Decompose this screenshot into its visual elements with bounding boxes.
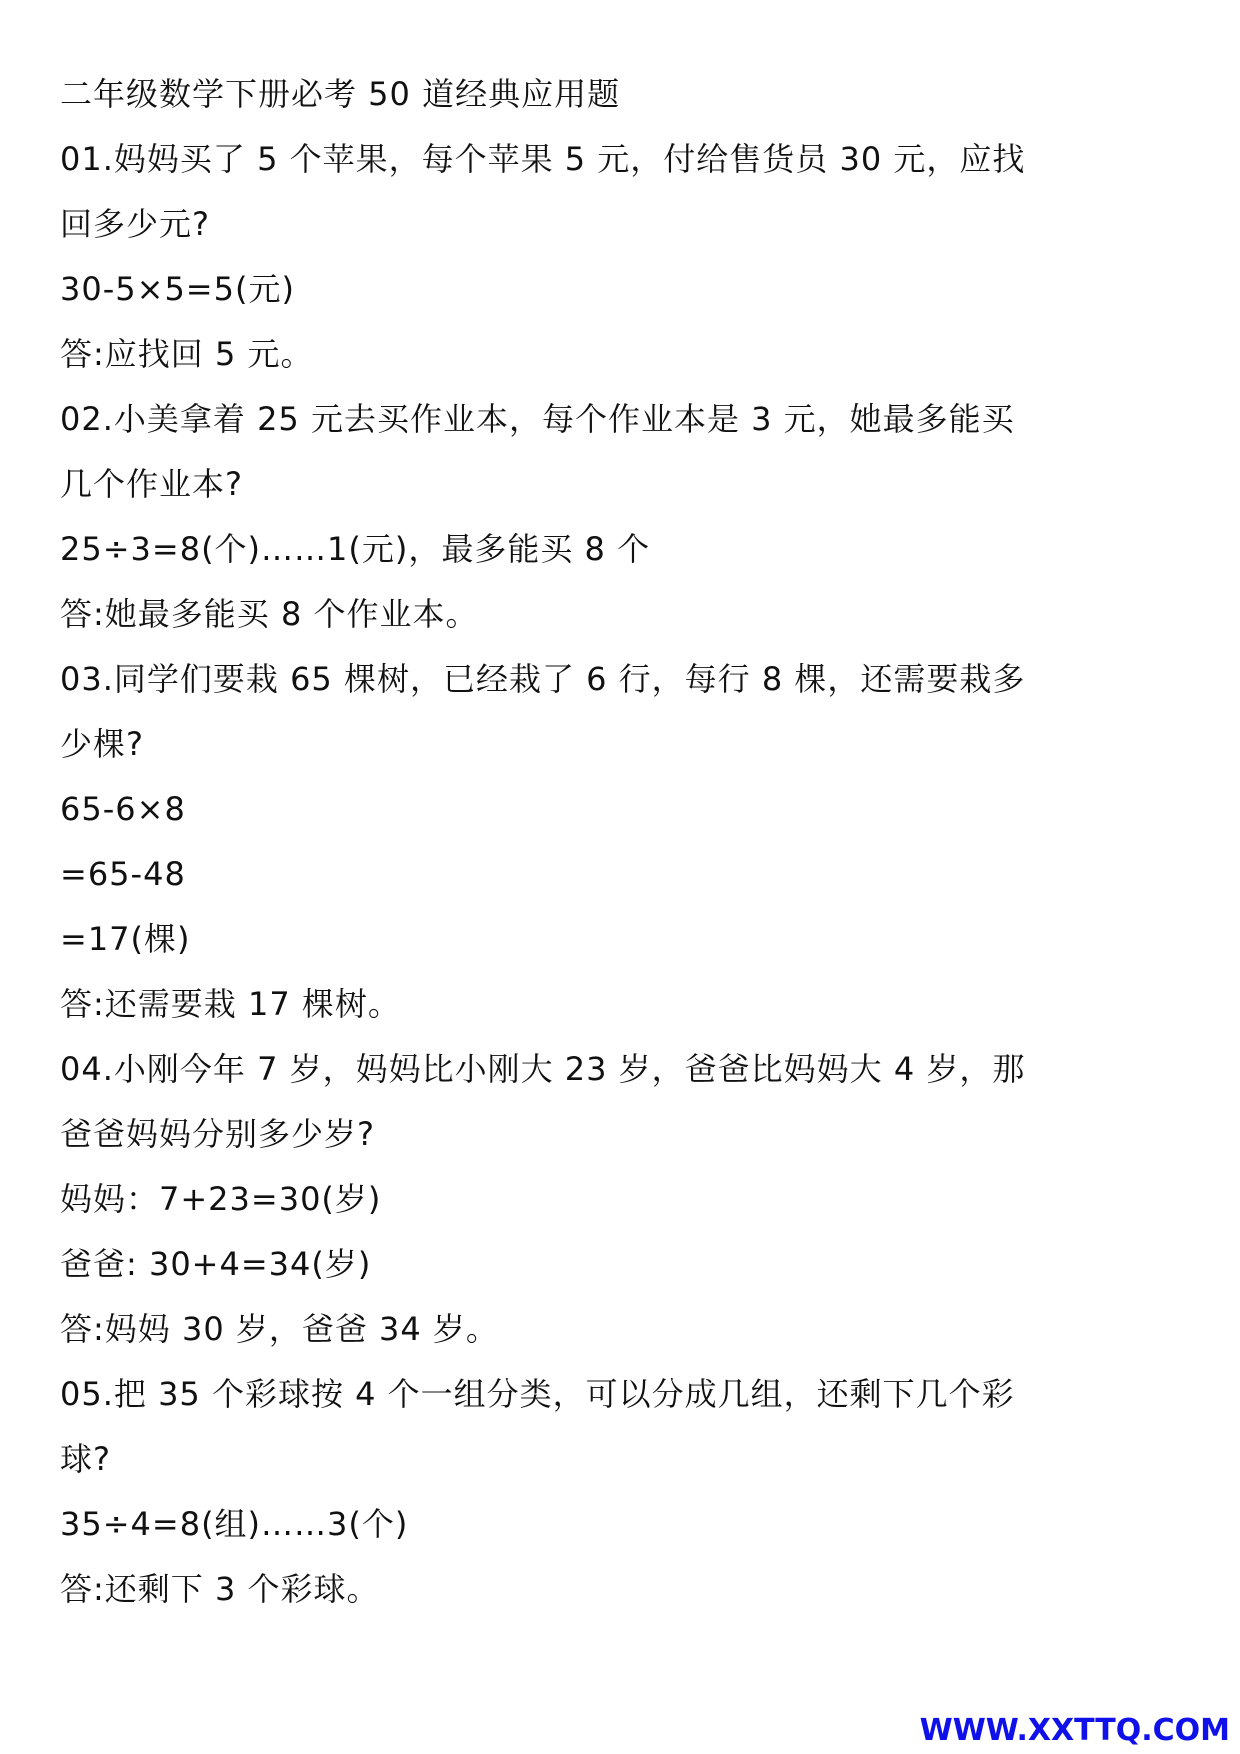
- problem-05: [60, 1362, 1060, 1622]
- answer-line: 答:应找回 5 元。: [60, 335, 314, 373]
- question-line: 02.小美拿着 25 元去买作业本，每个作业本是 3 元，她最多能买: [60, 400, 1015, 438]
- question-line: 03.同学们要栽 65 棵树，已经栽了 6 行，每行 8 棵，还需要栽多: [60, 660, 1026, 698]
- solution-line: =65-48: [60, 855, 186, 893]
- answer-line: 答:妈妈 30 岁，爸爸 34 岁。: [60, 1310, 499, 1348]
- solution-line: 65-6×8: [60, 790, 186, 828]
- question-line: 爸爸妈妈分别多少岁?: [60, 1115, 375, 1153]
- question-line: 04.小刚今年 7 岁，妈妈比小刚大 23 岁，爸爸比妈妈大 4 岁，那: [60, 1050, 1026, 1088]
- problem-04: [60, 1037, 1060, 1362]
- question-line: 01.妈妈买了 5 个苹果，每个苹果 5 元，付给售货员 30 元，应找: [60, 140, 1026, 178]
- problem-03: [60, 647, 1060, 1037]
- answer-line: 答:还需要栽 17 棵树。: [60, 985, 401, 1023]
- solution-line: 爸爸: 30+4=34(岁): [60, 1245, 372, 1283]
- question-line: 几个作业本?: [60, 465, 243, 503]
- question-line: 回多少元?: [60, 205, 210, 243]
- document-page: [60, 62, 1060, 1622]
- answer-line: 答:她最多能买 8 个作业本。: [60, 595, 479, 633]
- question-line: 少棵?: [60, 725, 144, 763]
- site-watermark: WWW.XXTTQ.COM: [919, 1713, 1230, 1748]
- solution-line: 30-5×5=5(元): [60, 270, 295, 308]
- problem-01: [60, 127, 1060, 387]
- question-line: 球?: [60, 1440, 111, 1478]
- solution-line: 妈妈：7+23=30(岁): [60, 1180, 382, 1218]
- solution-line: 35÷4=8(组)……3(个): [60, 1505, 409, 1543]
- answer-line: 答:还剩下 3 个彩球。: [60, 1570, 380, 1608]
- solution-line: =17(棵): [60, 920, 191, 958]
- problem-02: [60, 387, 1060, 647]
- question-line: 05.把 35 个彩球按 4 个一组分类，可以分成几组，还剩下几个彩: [60, 1375, 1015, 1413]
- solution-line: 25÷3=8(个)……1(元)，最多能买 8 个: [60, 530, 651, 568]
- document-title: 二年级数学下册必考 50 道经典应用题: [60, 75, 621, 113]
